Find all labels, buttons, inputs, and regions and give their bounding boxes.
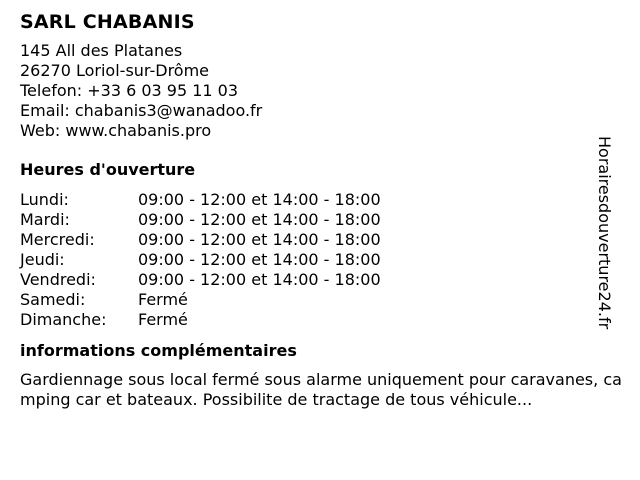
- time-range: 09:00 - 12:00 et 14:00 - 18:00: [138, 190, 381, 209]
- hours-row-jeudi: [20, 250, 620, 270]
- business-card: [20, 10, 620, 410]
- hours-row-lundi: [20, 190, 620, 210]
- web-line: Web: www.chabanis.pro: [20, 121, 212, 140]
- business-name: SARL CHABANIS: [20, 11, 195, 33]
- additional-info-text: Gardiennage sous local fermé sous alarme uniquement pour caravanes, camping car et bateaux. Possibilite de tractage de tous véhicule...: [20, 370, 622, 409]
- day-label: Dimanche:: [20, 310, 107, 329]
- time-range: 09:00 - 12:00 et 14:00 - 18:00: [138, 250, 381, 269]
- hours-row-mardi: [20, 210, 620, 230]
- site-watermark: Horairesdouverture24.fr: [595, 136, 614, 330]
- day-label: Jeudi:: [20, 250, 65, 269]
- additional-info-heading: informations complémentaires: [20, 341, 297, 360]
- day-label: Mardi:: [20, 210, 70, 229]
- phone-line: Telefon: +33 6 03 95 11 03: [20, 81, 239, 100]
- day-label: Lundi:: [20, 190, 69, 209]
- address-line-1: 145 All des Platanes: [20, 41, 183, 60]
- opening-hours-heading: Heures d'ouverture: [20, 160, 196, 179]
- day-label: Samedi:: [20, 290, 86, 309]
- time-range: 09:00 - 12:00 et 14:00 - 18:00: [138, 270, 381, 289]
- day-label: Vendredi:: [20, 270, 96, 289]
- hours-row-dimanche: [20, 310, 620, 330]
- opening-hours-list: [20, 190, 620, 330]
- time-range: Fermé: [138, 290, 188, 309]
- hours-row-samedi: [20, 290, 620, 310]
- hours-row-mercredi: [20, 230, 620, 250]
- time-range: Fermé: [138, 310, 188, 329]
- time-range: 09:00 - 12:00 et 14:00 - 18:00: [138, 210, 381, 229]
- email-line: Email: chabanis3@wanadoo.fr: [20, 101, 263, 120]
- day-label: Mercredi:: [20, 230, 95, 249]
- time-range: 09:00 - 12:00 et 14:00 - 18:00: [138, 230, 381, 249]
- address-line-2: 26270 Loriol-sur-Drôme: [20, 61, 210, 80]
- hours-row-vendredi: [20, 270, 620, 290]
